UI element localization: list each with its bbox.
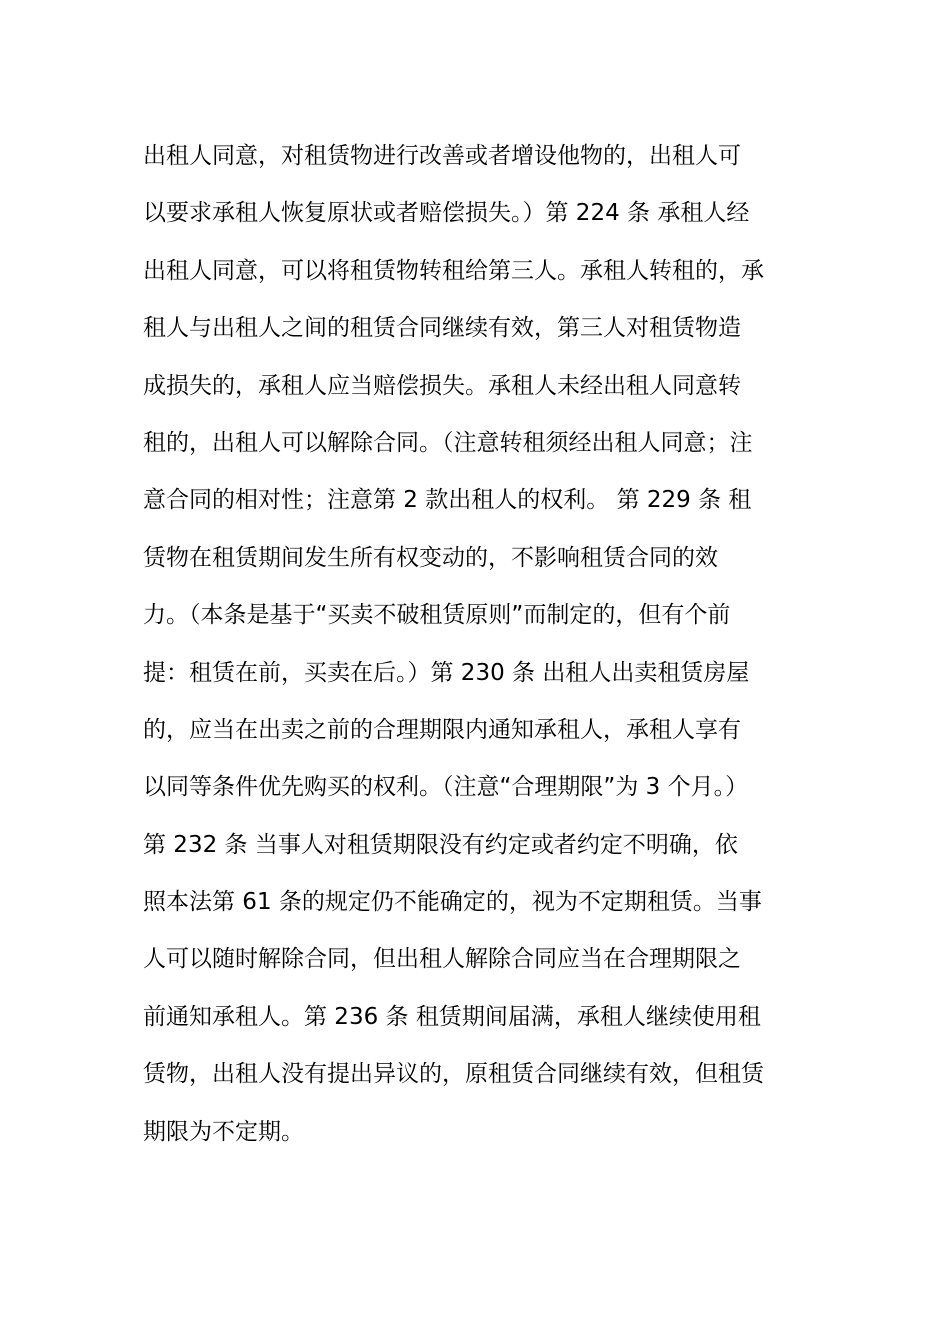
text-line-13: 第 232 条 当事人对租赁期限没有约定或者约定不明确，依 (143, 831, 738, 858)
text-line-7: 意合同的相对性；注意第 2 款出租人的权利。 第 229 条 租 (143, 487, 752, 514)
text-line-15: 人可以随时解除合同，但出租人解除合同应当在合理期限之 (143, 946, 741, 973)
text-line-14: 照本法第 61 条的规定仍不能确定的，视为不定期租赁。当事 (143, 889, 762, 916)
text-line-18: 期限为不定期。 (143, 1118, 304, 1145)
document-body (143, 134, 823, 1167)
text-line-6: 租的，出租人可以解除合同。（注意转租须经出租人同意；注 (143, 429, 753, 456)
text-line-11: 的，应当在出卖之前的合理期限内通知承租人，承租人享有 (143, 716, 741, 743)
text-line-8: 赁物在租赁期间发生所有权变动的，不影响租赁合同的效 (143, 544, 718, 571)
text-line-1: 出租人同意，对租赁物进行改善或者增设他物的，出租人可 (143, 143, 741, 169)
text-line-9: 力。（本条是基于“买卖不破租赁原则”而制定的，但有个前 (143, 602, 731, 629)
text-line-10: 提：租赁在前，买卖在后。）第 230 条 出租人出卖租赁房屋 (143, 659, 750, 686)
text-line-12: 以同等条件优先购买的权利。（注意“合理期限”为 3 个月。） (143, 774, 749, 801)
text-line-5: 成损失的，承租人应当赔偿损失。承租人未经出租人同意转 (143, 372, 741, 399)
text-line-4: 租人与出租人之间的租赁合同继续有效，第三人对租赁物造 (143, 315, 741, 342)
text-line-17: 赁物，出租人没有提出异议的，原租赁合同继续有效，但租赁 (143, 1061, 764, 1088)
text-line-16: 前通知承租人。第 236 条 租赁期间届满，承租人继续使用租 (143, 1003, 761, 1030)
text-line-2: 以要求承租人恢复原状或者赔偿损失。）第 224 条 承租人经 (143, 200, 750, 227)
text-line-3: 出租人同意，可以将租赁物转租给第三人。承租人转租的，承 (143, 257, 764, 284)
